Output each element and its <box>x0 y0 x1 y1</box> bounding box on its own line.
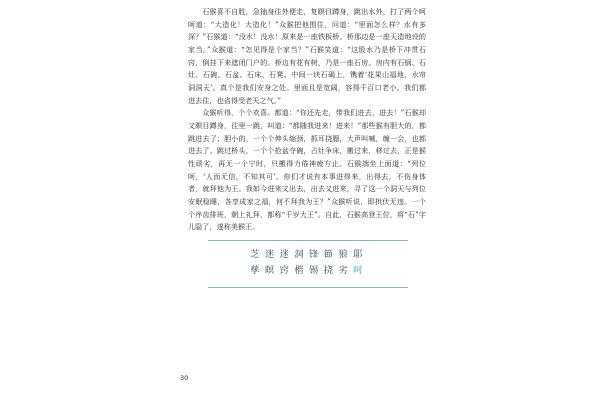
vocabulary-row-2 <box>208 263 408 279</box>
vocab-char: 耶 <box>353 249 366 260</box>
vocab-char: 劣 <box>338 265 352 276</box>
vocabulary-row-1 <box>208 247 408 263</box>
vocab-char: 暝 <box>264 265 278 276</box>
paragraph-1: 石猴喜不自胜，急抽身往外便走，复瞑目蹲身，跳出水外，打了两个呵呵道：“大造化！大造化！”众猴把他围住，问道：“里面怎么样？水有多深？”石猴道：“没水！没水！原来是一座铁板桥。桥那边是一座天造地设的家当。”众猴道：“怎见得是个家当？”石猴笑道：“这股水乃是桥下冲贯石窍，倒挂下来遮闭门户的。桥边有花有树，乃是一座石房。房内有石锅、石灶、石碗、石盆、石床、石凳。中间一块石碣上，镌着‘花果山福地，水帘洞洞天’。真个是我们安身之处。里面且是宽阔，容得千百口老小。我们都进去住，也省得受老天之气。” <box>188 7 426 105</box>
vocab-char: 狼 <box>338 249 352 260</box>
paragraph-2: 众猴听得，个个欢喜。都道：“你还先走，带我们进去，进去！”石猴却又瞑目蹲身，往里一跳，叫道：“都随我进来！进来！”那些猴有胆大的，都跳进去了；胆小的，一个个伸头缩颈，抓耳挠腮，大声叫喊，缠一会，也都进去了。跳过桥头，一个个抢盆夺碗，占灶争床，搬过来，移过去，正是猴性顽劣，再无一个宁时，只搬得力倦神疲方止。石猴端坐上面道：“列位呵，‘人而无信，不知其可’。你们才说有本事进得来，出得去，不伤身体者，就拜他为王。我如今进来又出去，出去又进来，寻了这一个洞天与列位安眠稳睡，各享成家之福，何不拜我为王？”众猴听说，即拱伏无违。一个个序齿排班，朝上礼拜，都称“千岁大王”。自此，石猴高登王位，将“石”字儿隐了，遂称美猴王。 <box>188 108 426 232</box>
vocab-char: 節 <box>323 249 337 260</box>
vocab-char: 迷 <box>279 249 293 260</box>
vocab-char: 孳 <box>250 265 263 276</box>
vocabulary-box <box>208 240 408 288</box>
vocab-char: 迷 <box>264 249 278 260</box>
vocab-char-highlighted: 呵 <box>353 265 366 276</box>
vocab-char: 锡 <box>309 265 322 276</box>
vocab-char: 洞 <box>294 249 307 260</box>
vocab-char: 楷 <box>294 265 307 276</box>
vocab-char: 芝 <box>250 249 263 260</box>
vocab-char: 窍 <box>279 265 293 276</box>
story-text <box>188 6 426 234</box>
vocab-char: 锋 <box>309 249 322 260</box>
vocab-char: 挠 <box>323 265 337 276</box>
page-number: 30 <box>180 374 189 382</box>
